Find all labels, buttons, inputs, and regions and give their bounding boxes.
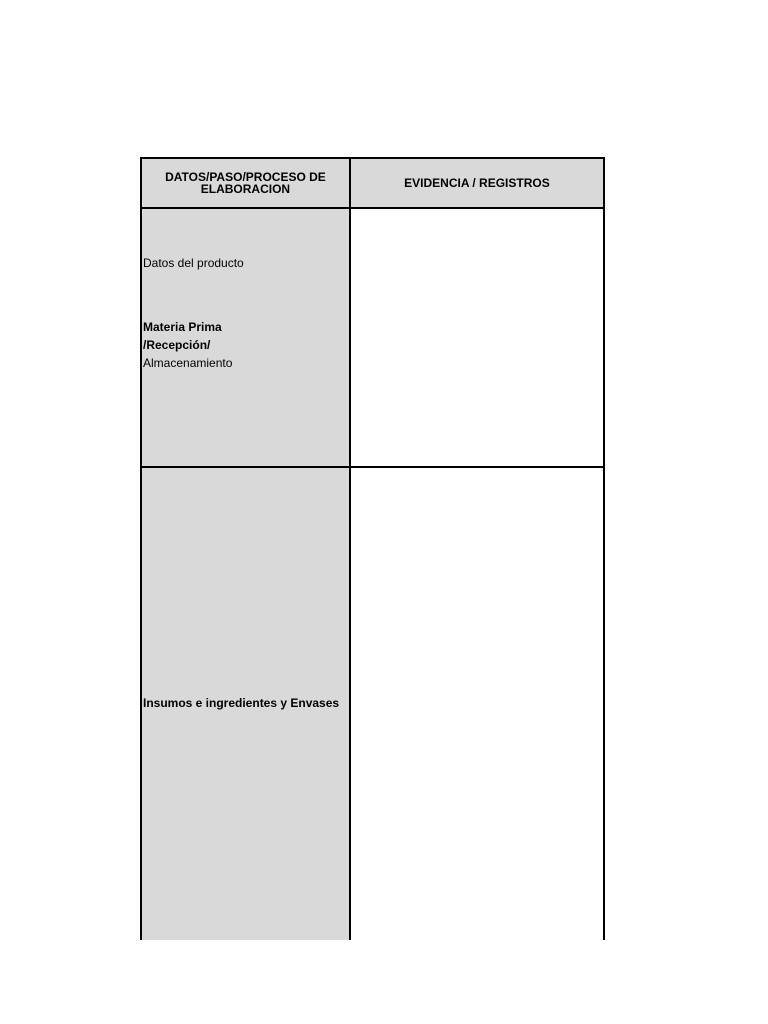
table-row	[141, 467, 604, 940]
header-evidence-cell	[350, 158, 604, 208]
table-row	[141, 208, 604, 467]
process-evidence-table	[140, 157, 605, 940]
raw-material-label: Materia Prima	[143, 320, 222, 334]
process-cell-product-data	[141, 208, 350, 467]
product-data-label: Datos del producto	[143, 256, 244, 270]
reception-label: /Recepción/	[143, 338, 211, 352]
table-header-row	[141, 158, 604, 208]
storage-label: Almacenamiento	[143, 356, 233, 370]
header-process-label: DATOS/PASO/PROCESO DE ELABORACION	[165, 170, 326, 196]
raw-material-block	[143, 318, 232, 372]
document-sheet	[140, 157, 605, 940]
header-process-cell	[141, 158, 350, 208]
evidence-cell-product-data[interactable]	[350, 208, 604, 467]
process-cell-inputs	[141, 467, 350, 940]
header-evidence-label: EVIDENCIA / REGISTROS	[404, 176, 550, 190]
evidence-cell-inputs[interactable]	[350, 467, 604, 940]
inputs-ingredients-packaging-label: Insumos e ingredientes y Envases	[143, 696, 340, 710]
